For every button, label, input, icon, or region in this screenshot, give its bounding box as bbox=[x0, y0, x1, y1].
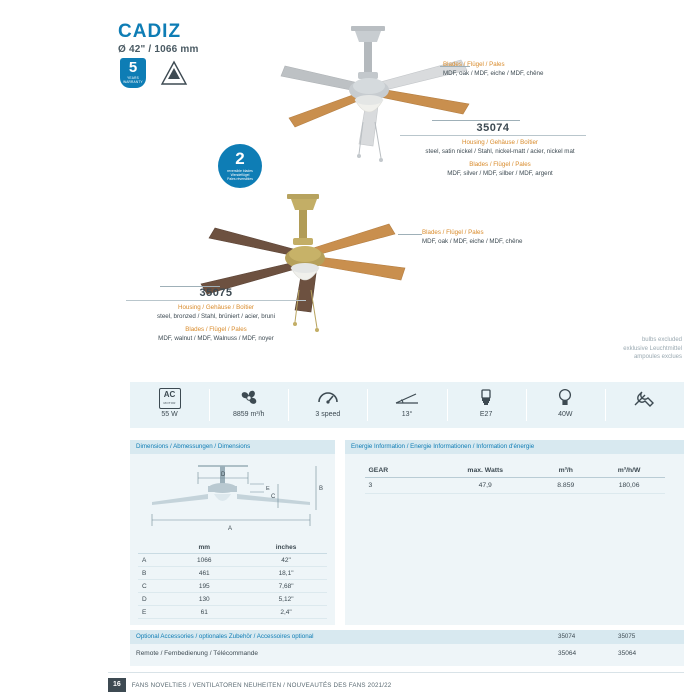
dimensions-col-key bbox=[138, 542, 163, 554]
callout-housing-35074 bbox=[400, 138, 600, 178]
bulbs-note-line-2: exklusive Leuchtmittel bbox=[623, 345, 682, 352]
reversible-blades-caption-2: Wendeflügel bbox=[230, 173, 250, 178]
warranty-caption: YEARS WARRANTY bbox=[123, 76, 143, 84]
energy-col-airflow: m³/h bbox=[538, 464, 594, 478]
spec-blade-pitch bbox=[367, 382, 446, 428]
dim-row-b-mm: 461 bbox=[163, 567, 245, 580]
table-row bbox=[365, 478, 665, 494]
spec-ac-motor bbox=[130, 382, 209, 428]
accessory-code-2: 35064 bbox=[618, 650, 637, 657]
callout-blades-top-label-35075: Blades / Flügel / Pales bbox=[422, 229, 484, 236]
spec-bulb-value: 40W bbox=[558, 411, 573, 418]
energy-table-header-row bbox=[365, 464, 665, 478]
dim-row-e-in: 2,4" bbox=[245, 606, 327, 619]
callout-blades-top-35074 bbox=[443, 60, 553, 78]
energy-col-efficiency: m³/h/W bbox=[594, 464, 665, 478]
dimensions-table bbox=[138, 542, 327, 619]
svg-text:A: A bbox=[228, 526, 233, 532]
callout-housing-value-35074: steel, satin nickel / Stahl, nickel-matt / acier, nickel mat bbox=[425, 148, 575, 155]
bulb-icon bbox=[555, 387, 575, 409]
energy-col-watts: max. Watts bbox=[433, 464, 538, 478]
accessories-panel bbox=[130, 630, 684, 666]
energy-table bbox=[365, 464, 665, 494]
product-code-35074 bbox=[400, 122, 586, 136]
svg-text:B: B bbox=[319, 486, 324, 492]
warranty-years: 5 bbox=[128, 59, 138, 76]
product-code-value-35074: 35074 bbox=[476, 122, 510, 134]
table-row bbox=[138, 567, 327, 580]
dimensions-col-inches: inches bbox=[245, 542, 327, 554]
bulbs-note-line-3: ampoules exclues bbox=[633, 354, 682, 360]
list-item bbox=[130, 644, 684, 663]
accessories-head-code-1: 35074 bbox=[558, 633, 576, 640]
ac-motor-icon: AC MOTOR bbox=[130, 386, 209, 410]
spec-strip bbox=[130, 382, 684, 428]
spec-pitch-value: 13° bbox=[401, 411, 413, 418]
accessories-panel-heading-row bbox=[130, 630, 684, 644]
spec-power-value: 55 W bbox=[161, 411, 178, 418]
callout-blades-top-value-35074: MDF, oak / MDF, eiche / MDF, chêne bbox=[443, 70, 544, 77]
spec-speed-value: 3 speed bbox=[315, 411, 341, 418]
dim-row-c-in: 7,68" bbox=[245, 580, 327, 593]
dim-row-b-key: B bbox=[138, 567, 163, 580]
spec-socket-value: E27 bbox=[479, 411, 493, 418]
spec-airflow bbox=[209, 382, 288, 428]
accessories-panel-heading: Optional Accessories / optionales Zubehör / Accessoires optional bbox=[136, 633, 314, 640]
dimensions-col-mm: mm bbox=[163, 542, 245, 554]
socket-icon bbox=[476, 387, 496, 409]
dimensions-drawing bbox=[138, 458, 327, 538]
table-row bbox=[138, 580, 327, 593]
dimensions-table-header-row bbox=[138, 542, 327, 554]
spec-airflow-value: 8859 m³/h bbox=[232, 411, 265, 418]
dim-row-a-in: 42" bbox=[245, 554, 327, 567]
svg-text:E: E bbox=[266, 486, 270, 492]
dim-row-c-key: C bbox=[138, 580, 163, 593]
energy-row-efficiency: 180,06 bbox=[594, 478, 665, 494]
callout-blades-bottom-label-35074: Blades / Flügel / Pales bbox=[469, 161, 531, 168]
dim-row-b-in: 18,1" bbox=[245, 567, 327, 580]
dim-row-c-mm: 195 bbox=[163, 580, 245, 593]
callout-blades-bottom-value-35075: MDF, walnut / MDF, Walnuss / MDF, noyer bbox=[158, 335, 274, 342]
page-number: 16 bbox=[108, 678, 126, 692]
accessory-label-remote: Remote / Fernbedienung / Télécommande bbox=[136, 650, 259, 657]
spec-socket bbox=[447, 382, 526, 428]
dim-row-a-mm: 1066 bbox=[163, 554, 245, 567]
dim-row-d-in: 5,12" bbox=[245, 593, 327, 606]
spec-speed bbox=[288, 382, 367, 428]
table-row bbox=[138, 593, 327, 606]
accessory-code-1: 35064 bbox=[558, 650, 577, 657]
dimensions-panel bbox=[130, 440, 335, 625]
spec-bulb bbox=[526, 382, 605, 428]
callout-housing-label-35074: Housing / Gehäuse / Boîtier bbox=[461, 139, 538, 146]
accessories-head-code-2: 35075 bbox=[618, 633, 636, 640]
product-code-value-35075: 35075 bbox=[199, 287, 233, 299]
energy-panel bbox=[345, 440, 684, 625]
dim-row-d-key: D bbox=[138, 593, 163, 606]
energy-panel-heading: Energie Information / Energie Informationen / Information d'énergie bbox=[345, 440, 684, 454]
dim-row-e-key: E bbox=[138, 606, 163, 619]
dim-row-e-mm: 61 bbox=[163, 606, 245, 619]
energy-row-gear: 3 bbox=[365, 478, 433, 494]
page-title-block bbox=[118, 22, 199, 55]
reversible-blades-caption-3: Pales réversibles bbox=[227, 177, 253, 182]
leader-line-housing-35074 bbox=[432, 120, 520, 121]
spec-tools bbox=[605, 382, 684, 428]
callout-housing-value-35075: steel, bronzed / Stahl, brüniert / acier, bruni bbox=[157, 313, 275, 320]
callout-housing-label-35075: Housing / Gehäuse / Boîtier bbox=[177, 304, 254, 311]
dim-row-d-mm: 130 bbox=[163, 593, 245, 606]
callout-blades-bottom-label-35075: Blades / Flügel / Pales bbox=[185, 326, 247, 333]
page-title: CADIZ bbox=[118, 21, 182, 42]
product-code-35075 bbox=[126, 287, 306, 301]
table-row bbox=[138, 606, 327, 619]
callout-blades-top-label-35074: Blades / Flügel / Pales bbox=[443, 61, 505, 68]
callout-blades-top-value-35075: MDF, oak / MDF, eiche / MDF, chêne bbox=[422, 238, 523, 245]
dim-row-a-key: A bbox=[138, 554, 163, 567]
energy-row-airflow: 8.859 bbox=[538, 478, 594, 494]
airflow-icon bbox=[237, 387, 261, 409]
bulbs-note-line-1: bulbs excluded bbox=[641, 337, 682, 343]
energy-col-gear: GEAR bbox=[365, 464, 433, 478]
svg-text:D: D bbox=[221, 472, 226, 478]
dimensions-panel-heading: Dimensions / Abmessungen / Dimensions bbox=[130, 440, 335, 454]
speed-icon bbox=[316, 387, 340, 409]
bulbs-excluded-note bbox=[623, 336, 682, 362]
warranty-badge bbox=[120, 58, 146, 88]
svg-text:C: C bbox=[271, 494, 276, 500]
leader-line-blades-top-35075 bbox=[398, 234, 422, 235]
footer-divider bbox=[108, 672, 684, 673]
reversible-blades-caption-1: reversible blades bbox=[227, 169, 253, 173]
mountain-warranty-icon bbox=[160, 60, 188, 86]
fan-dimension-diagram bbox=[138, 458, 327, 538]
footer-text: FANS NOVELTIES / VENTILATOREN NEUHEITEN / NOUVEAUTÉS DES FANS 2021/22 bbox=[131, 681, 392, 689]
table-row bbox=[138, 554, 327, 567]
tools-icon bbox=[632, 387, 656, 409]
reversible-blades-number: 2 bbox=[235, 149, 245, 168]
blade-pitch-icon bbox=[394, 387, 420, 409]
callout-blades-bottom-value-35074: MDF, silver / MDF, silber / MDF, argent bbox=[447, 170, 553, 177]
callout-housing-35075 bbox=[110, 303, 322, 343]
product-diameter: Ø 42" / 1066 mm bbox=[118, 44, 199, 55]
energy-row-watts: 47,9 bbox=[433, 478, 538, 494]
footer bbox=[108, 678, 684, 692]
callout-blades-top-35075 bbox=[422, 228, 537, 246]
